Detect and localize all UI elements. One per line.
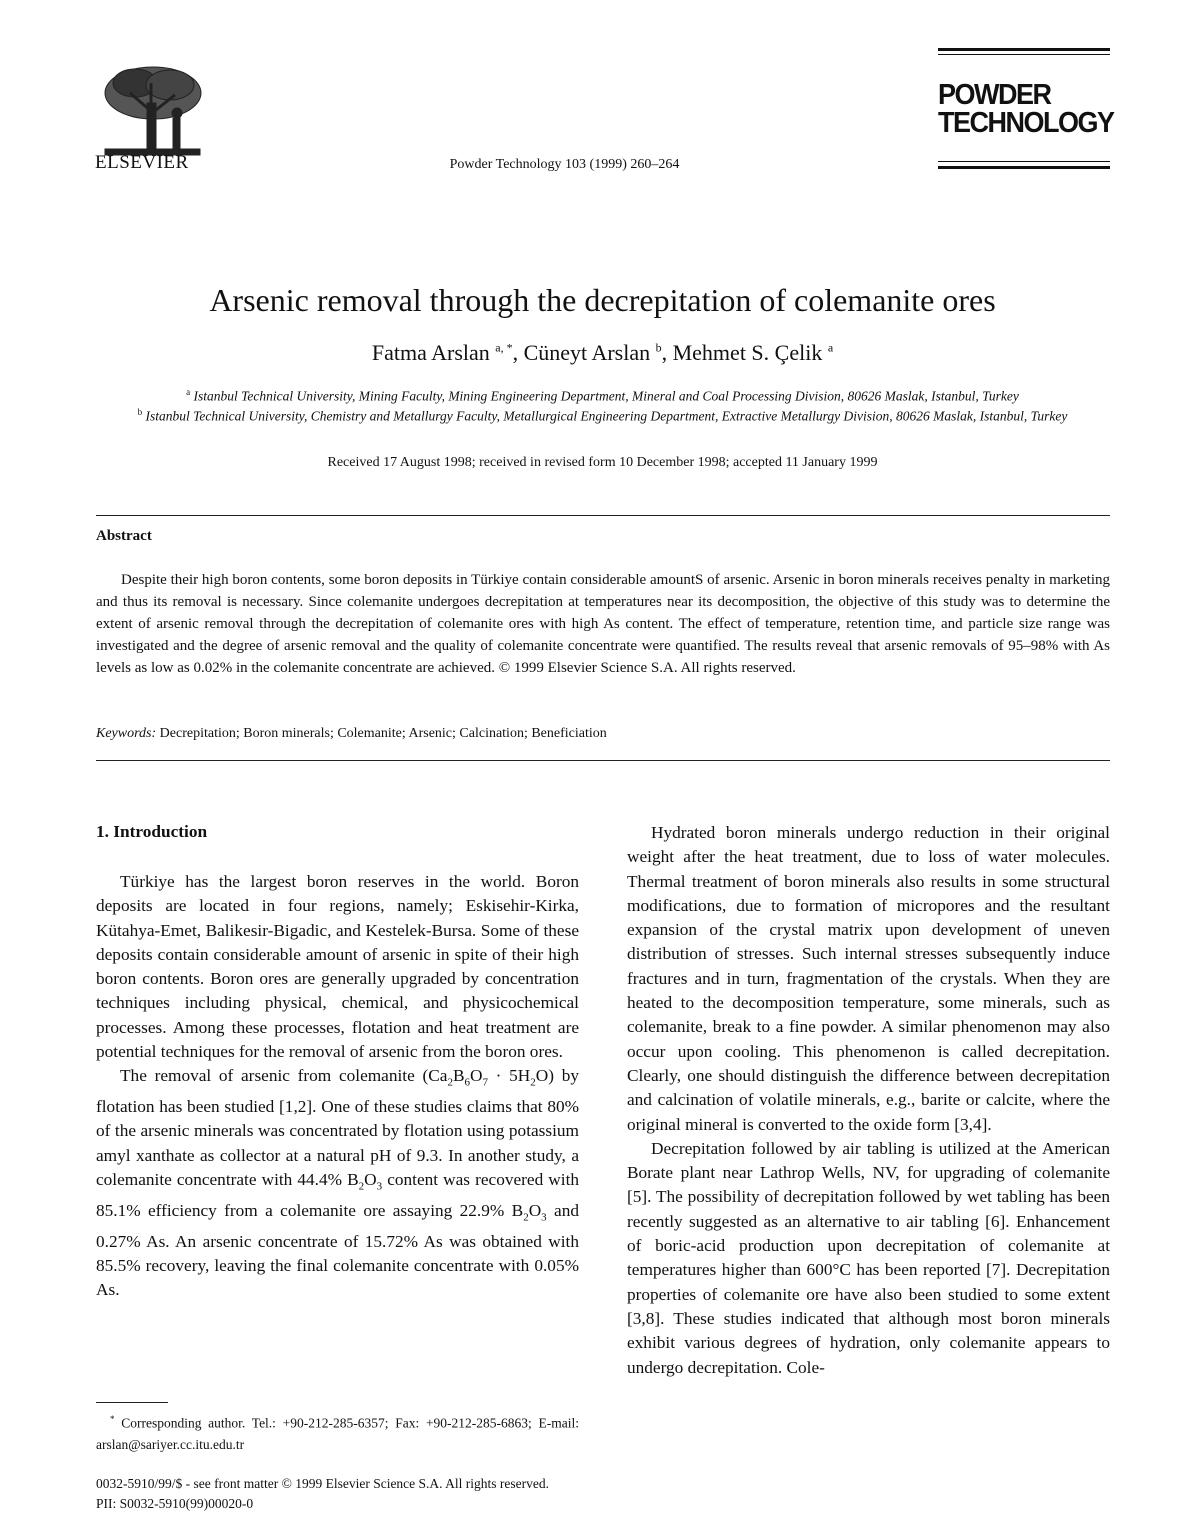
- affiliation-text: Istanbul Technical University, Mining Faculty, Mining Engineering Department, Mineral and Coal Processing Division, 80626 Maslak, Istanbul, Turkey: [193, 388, 1019, 404]
- keywords-list: Decrepitation; Boron minerals; Colemanite; Arsenic; Calcination; Beneficiation: [159, 726, 607, 741]
- text-run: content was recovered with 85.1% efficiency from a colemanite ore assaying 22.9% B: [96, 1170, 580, 1220]
- journal-citation: Powder Technology 103 (1999) 260–264: [449, 157, 680, 172]
- author-list: [0, 340, 1200, 366]
- author-affiliation-marker: b: [655, 340, 662, 355]
- footnote: [96, 1409, 579, 1455]
- author-separator: ,: [661, 340, 673, 365]
- journal-logo-line2: TECHNOLOGY: [938, 106, 1114, 139]
- front-matter-line: 0032-5910/99/$ - see front matter © 1999 Elsevier Science S.A. All rights reserved.: [96, 1476, 550, 1491]
- affiliation-marker: a: [186, 387, 191, 397]
- divider: [96, 760, 1110, 761]
- journal-logo-rule-bottom-1: [938, 161, 1110, 162]
- article-title: Arsenic removal through the decrepitation of colemanite ores: [209, 282, 996, 318]
- journal-logo-rule-top-1: [938, 48, 1110, 51]
- author-name: Mehmet S. Çelik: [672, 340, 823, 365]
- received-dates: Received 17 August 1998; received in revised form 10 December 1998; accepted 11 January 1999: [327, 455, 878, 470]
- journal-logo: [938, 78, 1114, 139]
- publisher-name: ELSEVIER: [95, 152, 189, 173]
- author-name: Cüneyt Arslan: [523, 340, 651, 365]
- section-heading: 1. Introduction: [96, 822, 208, 841]
- paragraph: Decrepitation followed by air tabling is utilized at the American Borate plant near Lathrop Wells, NV, for upgrading of colemanite [5]. The possibility of decrepitation followed by wet tabling has been recently suggested as an alternative to air tabling [6]. Enhancement of boric-acid production upon decrepitation of colemanite at temperatures higher than 600°C has been reported [7]. Decrepitation properties of colemanite ore have also been studied to some extent [3,8]. These studies indicated that although most boron minerals exhibit various degrees of hydration, only colemanite appears to undergo decrepitation. Cole-: [627, 1138, 1110, 1377]
- author-separator: ,: [512, 340, 524, 365]
- affiliation-text: Istanbul Technical University, Chemistry and Metallurgy Faculty, Metallurgical Engineering Department, Extractive Metallurgy Division, 80626 Maslak, Istanbul, Turkey: [145, 408, 1068, 424]
- left-column: [96, 870, 579, 1302]
- keywords-label: Keywords:: [96, 726, 157, 741]
- affiliation-marker: b: [137, 407, 143, 417]
- author-affiliation-marker: a, *: [495, 340, 513, 355]
- pii-line: PII: S0032-5910(99)00020-0: [96, 1496, 254, 1511]
- journal-logo-line1: POWDER: [938, 78, 1051, 111]
- paragraph: Hydrated boron minerals undergo reduction in their original weight after the heat treatment, due to loss of water molecules. Thermal treatment of boron minerals also results in some structural modifications, due to formation of micropores and the resultant expansion of the crystal matrix upon development of uneven distribution of stresses. Such internal stresses subsequently induce fractures and in turn, fragmentation of the crystals. When they are heated to the decomposition temperature, some minerals, such as colemanite, break to a fine powder. A similar phenomenon may also occur upon cooling. This phenomenon is called decrepitation. Clearly, one should distinguish the difference between decrepitation and calcination of volatile minerals, e.g., barite or calcite, where the original mineral is converted to the oxide form [3,4].: [627, 823, 1110, 1134]
- footnote-text: Corresponding author. Tel.: +90-212-285-6357; Fax: +90-212-285-6863; E-mail: arslan@sariyer.cc.itu.edu.tr: [96, 1415, 579, 1452]
- abstract-heading: Abstract: [96, 528, 152, 544]
- text-run: O) by flotation has been studied [1,2]. One of these studies claims that 80% of the arsenic minerals was concentrated by flotation using potassium amyl xanthate as collector at a natural pH of 9.3. In another study, a colemanite concentrate with 44.4% B: [96, 1066, 579, 1190]
- journal-logo-rule-top-2: [938, 54, 1110, 55]
- paragraph: Türkiye has the largest boron reserves in the world. Boron deposits are located in four regions, namely; Eskisehir-Kirka, Kütahya-Emet, Balikesir-Bigadic, and Kestelek-Bursa. Some of these deposits contain considerable amount of arsenic in spite of their high boron contents. Boron ores are generally upgraded by concentration techniques including physical, chemical, and physicochemical processes. Among these processes, flotation and heat treatment are potential techniques for the removal of arsenic from the boron ores.: [96, 872, 579, 1062]
- author-name: Fatma Arslan: [371, 340, 490, 365]
- author-affiliation-marker: a: [827, 340, 834, 355]
- paragraph: The removal of arsenic from colemanite $(Ca_2B_6O_7 \cdot 5H_2O)$ by flotation has been studied [1,2]. One of these studies claims that 80% of the arsenic minerals was concentrated by flotation using potassium amyl xanthate as collector at a natural pH of 9.3. In another study, a colemanite concentrate with 44.4% $B_2O_3$ content was recovered with 85.1% efficiency from a colemanite ore assaying 22.9% $B_2O_3$ and 0.27% As. An arsenic concentrate of 15.72% As was obtained with 85.5% recovery, leaving the final colemanite concentrate with 0.05% As.: [96, 1066, 580, 1300]
- footnote-marker: *: [110, 1414, 115, 1424]
- keywords: [96, 726, 1110, 742]
- footnote-rule: [96, 1402, 168, 1403]
- journal-logo-rule-bottom-2: [938, 166, 1110, 169]
- right-column: [627, 821, 1110, 1380]
- copyright-footer: [96, 1474, 549, 1514]
- divider: [96, 515, 1110, 516]
- abstract-text: Despite their high boron contents, some boron deposits in Türkiye contain considerable amountS of arsenic. Arsenic in boron minerals receives penalty in marketing and thus its removal is necessary. Since colemanite undergoes decrepitation at temperatures near its decomposition, the objective of this study was to determine the extent of arsenic removal through the decrepitation of colemanite ores with high As content. The effect of temperature, retention time, and particle size range was investigated and the degree of arsenic removal and the quality of colemanite concentrate were quantified. The results reveal that arsenic removals of 95–98% with As levels as low as 0.02% in the colemanite concentrate are achieved. © 1999 Elsevier Science S.A. All rights reserved.: [96, 572, 1110, 676]
- affiliation-b: [96, 402, 1109, 427]
- text-run: The removal of arsenic from colemanite (Ca: [120, 1066, 448, 1086]
- text-run: and 0.27% As. An arsenic concentrate of 15.72% As was obtained with 85.5% recovery, leaving the final colemanite concentrate with 0.05% As.: [96, 1200, 579, 1300]
